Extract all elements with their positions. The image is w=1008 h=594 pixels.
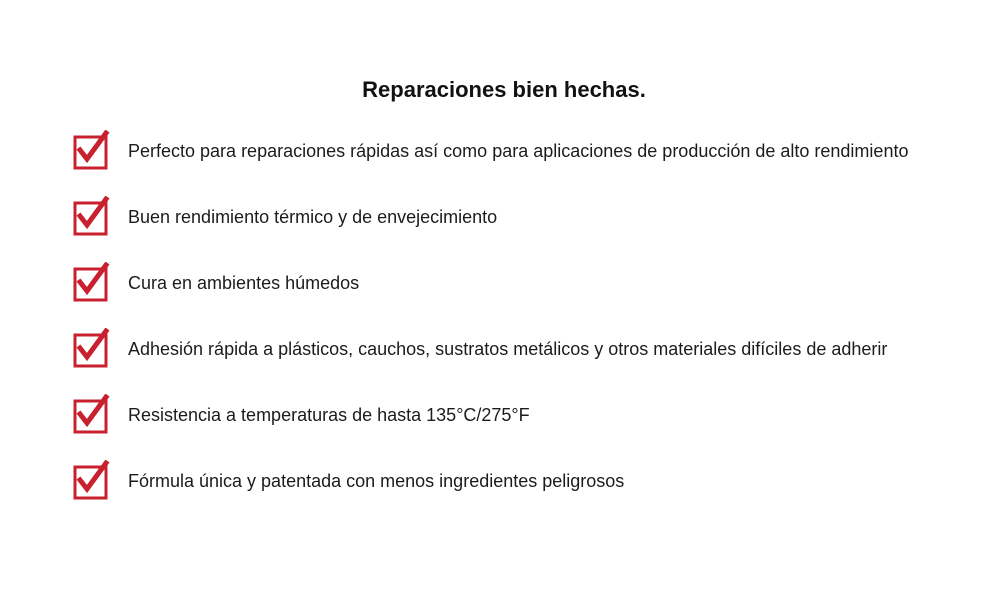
feature-text: Perfecto para reparaciones rápidas así como para aplicaciones de producción de alto rendimiento xyxy=(128,141,909,161)
checkbox-checked-icon xyxy=(72,262,110,302)
checkbox-checked-icon xyxy=(72,130,110,170)
feature-list xyxy=(72,130,908,526)
feature-text: Buen rendimiento térmico y de envejecimiento xyxy=(128,207,498,227)
feature-text: Resistencia a temperaturas de hasta 135°C/275°F xyxy=(128,405,530,425)
feature-item xyxy=(72,394,908,460)
feature-item xyxy=(72,196,908,262)
checkbox-checked-icon xyxy=(72,394,110,434)
page-title: Reparaciones bien hechas. xyxy=(362,76,646,102)
checkbox-checked-icon xyxy=(72,328,110,368)
feature-item xyxy=(72,460,908,526)
feature-text: Fórmula única y patentada con menos ingredientes peligrosos xyxy=(128,471,625,491)
feature-item xyxy=(72,130,908,196)
feature-item xyxy=(72,262,908,328)
feature-item xyxy=(72,328,908,394)
feature-text: Cura en ambientes húmedos xyxy=(128,273,360,293)
checkbox-checked-icon xyxy=(72,196,110,236)
checkbox-checked-icon xyxy=(72,460,110,500)
feature-text: Adhesión rápida a plásticos, cauchos, sustratos metálicos y otros materiales difíciles de adherir xyxy=(128,339,888,359)
